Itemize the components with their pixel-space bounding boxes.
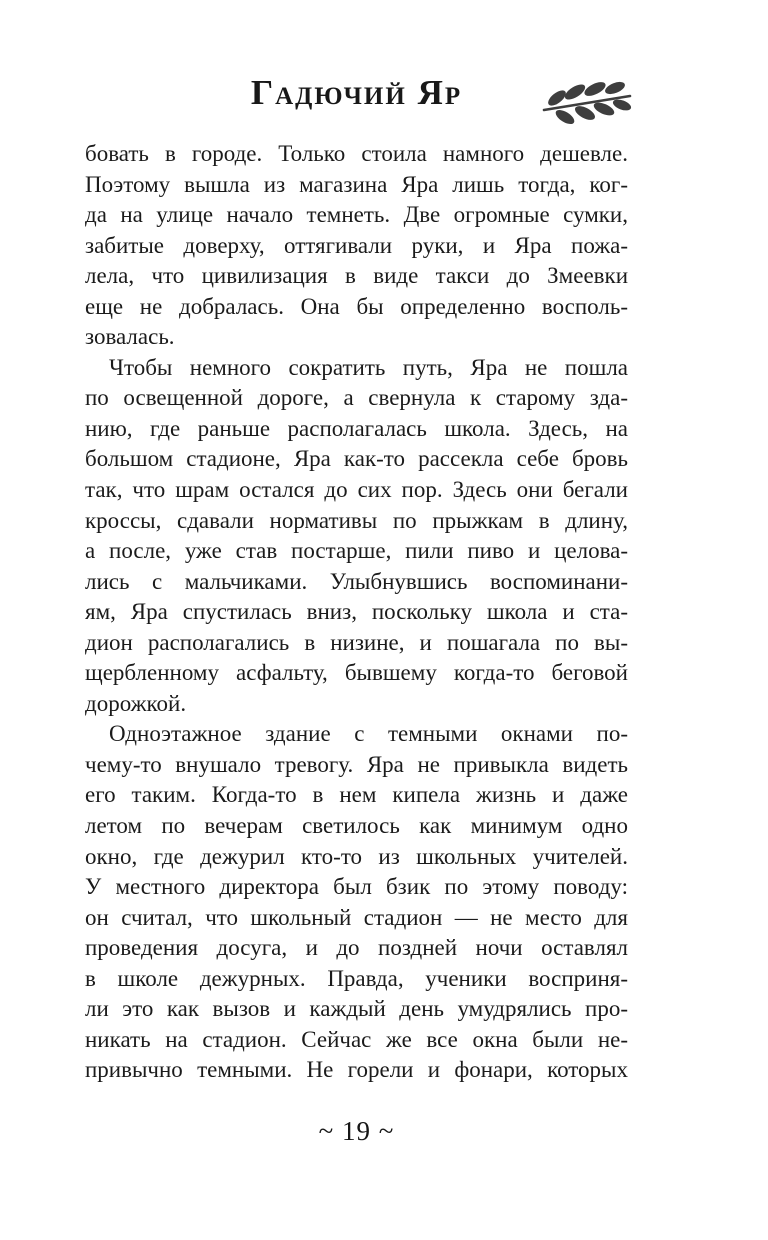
page-footer xyxy=(85,1114,628,1148)
text-line: кроссы, сдавали нормативы по прыжкам в длину, xyxy=(85,507,628,533)
text-line: в школе дежурных. Правда, ученики восприня- xyxy=(85,965,628,991)
text-line: его таким. Когда-то в нем кипела жизнь и даже xyxy=(85,782,628,808)
text-line: лись с мальчиками. Улыбнувшись воспоминани- xyxy=(85,568,628,594)
text-line: окно, где дежурил кто-то из школьных учителей. xyxy=(85,843,628,869)
text-line: большом стадионе, Яра как-то рассекла себе бровь xyxy=(85,446,628,472)
text-line: летом по вечерам светилось как минимум одно xyxy=(85,813,628,839)
text-line: Чтобы немного сократить путь, Яра не пошла xyxy=(109,354,628,380)
paragraph xyxy=(85,139,628,353)
text-line: еще не добралась. Она бы определенно восполь- xyxy=(85,293,628,319)
text-line: нию, где раньше располагалась школа. Здесь, на xyxy=(85,415,628,441)
text-line: чему-то внушало тревогу. Яра не привыкла видеть xyxy=(85,751,628,777)
text-line: бовать в городе. Только стоила намного дешевле. xyxy=(85,141,628,166)
text-line: зовалась. xyxy=(85,324,175,350)
paragraph xyxy=(85,353,628,720)
text-line: Одноэтажное здание с темными окнами по- xyxy=(109,721,628,747)
paragraph xyxy=(85,719,628,1086)
text-line: забитые доверху, оттягивали руки, и Яра пожа- xyxy=(85,232,628,258)
text-line: привычно темными. Не горели и фонари, которых xyxy=(85,1057,628,1083)
text-line: дорожкой. xyxy=(85,690,187,716)
text-line: а после, уже став постарше, пили пиво и целова- xyxy=(85,538,628,564)
text-line: по освещенной дороге, а свернула к старому зда- xyxy=(85,385,628,411)
text-line: проведения досуга, и до поздней ночи оставлял xyxy=(85,935,628,961)
text-line: дион располагались в низине, и пошагала по вы- xyxy=(85,629,628,655)
leaf-sprig-icon xyxy=(541,79,633,125)
text-line: да на улице начало темнеть. Две огромные сумки, xyxy=(85,202,628,228)
text-line: щербленному асфальту, бывшему когда-то беговой xyxy=(85,660,628,686)
page-number: ~ 19 ~ xyxy=(318,1116,395,1146)
text-line: никать на стадион. Сейчас же все окна были не- xyxy=(85,1026,628,1052)
book-title: Гадючий Яр xyxy=(250,73,463,112)
text-line: Поэтому вышла из магазина Яра лишь тогда, ког- xyxy=(85,171,628,197)
text-line: ли это как вызов и каждый день умудрялись про- xyxy=(85,996,628,1022)
text-line: он считал, что школьный стадион — не место для xyxy=(85,904,628,930)
text-line: лела, что цивилизация в виде такси до Змеевки xyxy=(85,263,628,289)
text-line: так, что шрам остался до сих пор. Здесь они бегали xyxy=(85,477,628,503)
text-line: ям, Яра спустилась вниз, поскольку школа и ста- xyxy=(85,599,628,625)
text-line: У местного директора был бзик по этому поводу: xyxy=(85,874,628,900)
body-text xyxy=(85,139,628,1086)
